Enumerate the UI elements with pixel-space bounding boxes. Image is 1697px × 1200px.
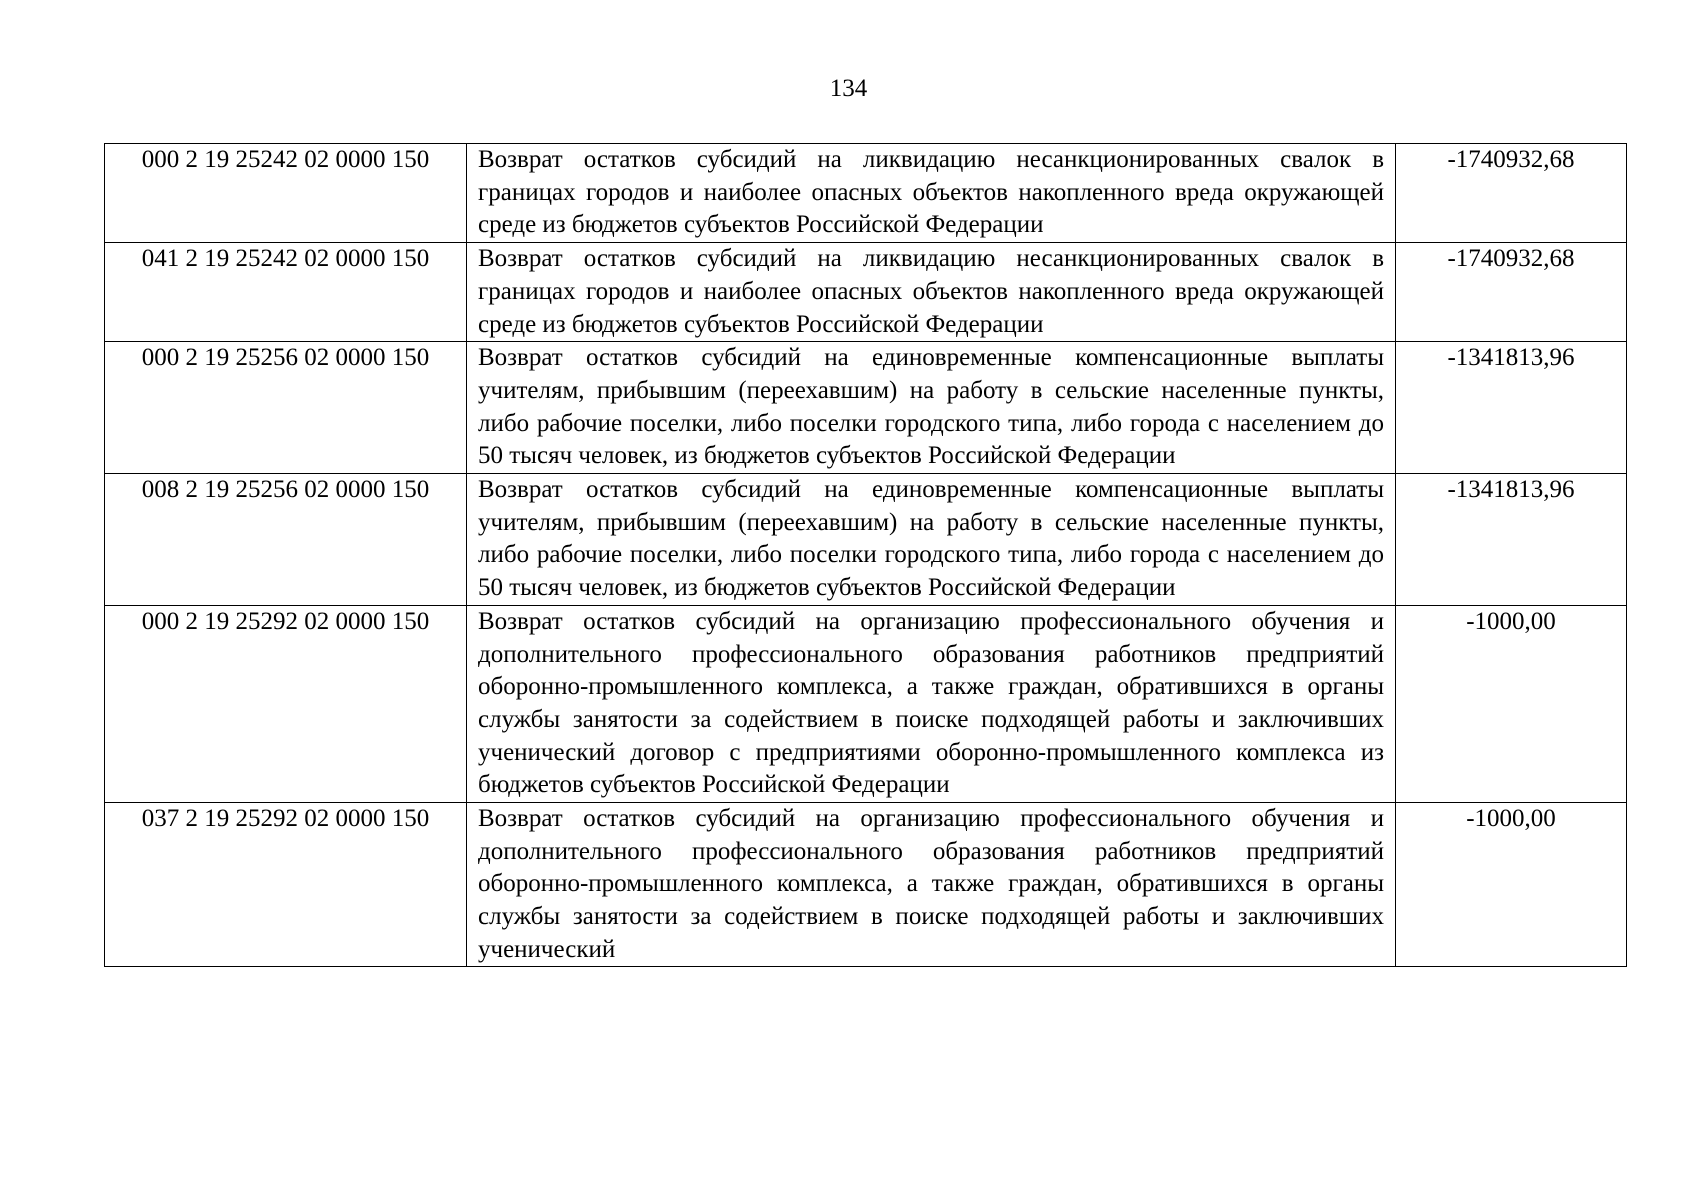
description-cell: Возврат остатков субсидий на единовременные компенсационные выплаты учителям, прибывшим (переехавшим) на работу в сельские населенные пункты, либо рабочие поселки, либо поселки городского типа, либо города с населением до 50 тысяч человек, из бюджетов субъектов Российской Федерации [467,342,1396,474]
table-row [105,803,1627,967]
amount-cell: -1341813,96 [1396,342,1627,474]
description-cell: Возврат остатков субсидий на ликвидацию несанкционированных свалок в границах городов и наиболее опасных объектов накопленного вреда окружающей среде из бюджетов субъектов Российской Федерации [467,243,1396,342]
budget-code-cell: 000 2 19 25292 02 0000 150 [105,605,467,802]
budget-code-table [104,143,1627,967]
description-cell: Возврат остатков субсидий на единовременные компенсационные выплаты учителям, прибывшим (переехавшим) на работу в сельские населенные пункты, либо рабочие поселки, либо поселки городского типа, либо города с населением до 50 тысяч человек, из бюджетов субъектов Российской Федерации [467,474,1396,606]
table-row [105,474,1627,606]
table-row [105,605,1627,802]
amount-cell: -1740932,68 [1396,144,1627,243]
amount-cell: -1000,00 [1396,605,1627,802]
budget-code-cell: 000 2 19 25242 02 0000 150 [105,144,467,243]
amount-cell: -1000,00 [1396,803,1627,967]
description-cell: Возврат остатков субсидий на организацию профессионального обучения и дополнительного профессионального образования работников предприятий оборонно-промышленного комплекса, а также граждан, обратившихся в органы службы занятости за содействием в поиске подходящей работы и заключивших ученический договор с предприятиями оборонно-промышленного комплекса из бюджетов субъектов Российской Федерации [467,605,1396,802]
description-cell [467,803,1396,967]
table-row [105,144,1627,243]
amount-cell: -1740932,68 [1396,243,1627,342]
budget-code-cell: 000 2 19 25256 02 0000 150 [105,342,467,474]
table-row [105,243,1627,342]
description-cell: Возврат остатков субсидий на ликвидацию несанкционированных свалок в границах городов и наиболее опасных объектов накопленного вреда окружающей среде из бюджетов субъектов Российской Федерации [467,144,1396,243]
table-row [105,342,1627,474]
amount-cell: -1341813,96 [1396,474,1627,606]
budget-code-cell: 008 2 19 25256 02 0000 150 [105,474,467,606]
description-text: Возврат остатков субсидий на организацию профессионального обучения и дополнительного профессионального образования работников предприятий оборонно-промышленного комплекса, а также граждан, обратившихся в органы службы занятости за содействием в поиске подходящей работы и заключивших ученический [478,805,1384,963]
page-number: 134 [829,75,868,102]
budget-code-cell: 041 2 19 25242 02 0000 150 [105,243,467,342]
budget-code-cell: 037 2 19 25292 02 0000 150 [105,803,467,967]
